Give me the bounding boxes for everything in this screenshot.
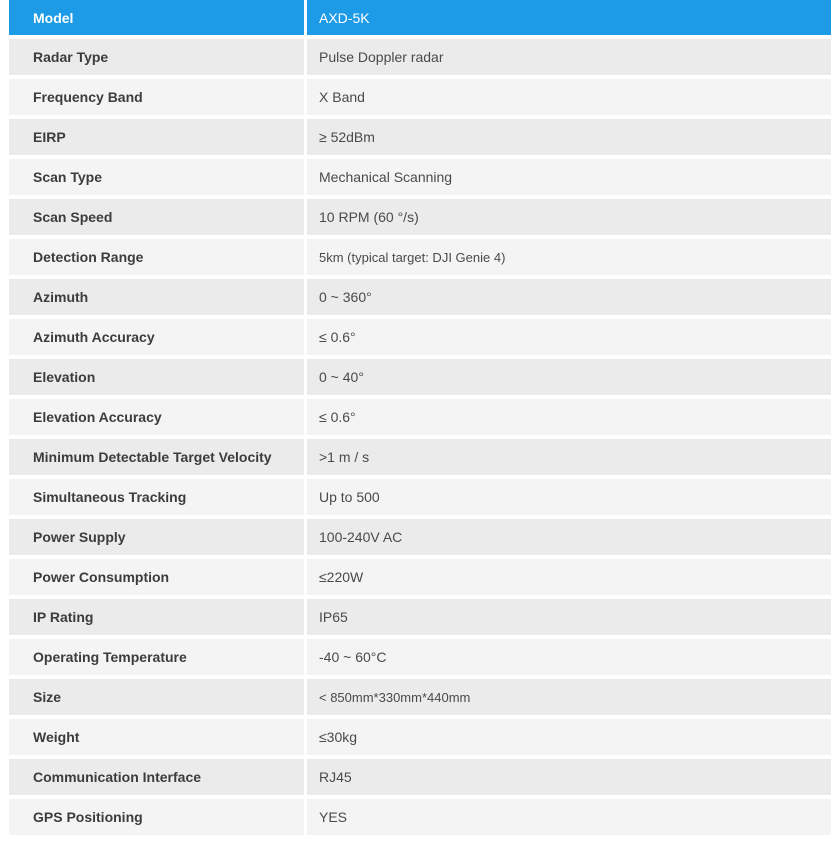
row-value: ≤ 0.6° <box>307 319 831 359</box>
row-label: Size <box>9 679 307 719</box>
row-label: Frequency Band <box>9 79 307 119</box>
row-label: Weight <box>9 719 307 759</box>
table-row <box>9 439 831 479</box>
spec-table <box>9 0 831 839</box>
row-label: Operating Temperature <box>9 639 307 679</box>
row-label: Scan Speed <box>9 199 307 239</box>
table-row <box>9 159 831 199</box>
row-label: Elevation Accuracy <box>9 399 307 439</box>
row-label: Power Consumption <box>9 559 307 599</box>
table-row <box>9 559 831 599</box>
row-value: Mechanical Scanning <box>307 159 831 199</box>
row-value: 100-240V AC <box>307 519 831 559</box>
table-row <box>9 639 831 679</box>
row-value: IP65 <box>307 599 831 639</box>
row-label: EIRP <box>9 119 307 159</box>
row-value: 5km (typical target: DJI Genie 4) <box>307 239 831 279</box>
row-label: Detection Range <box>9 239 307 279</box>
table-row <box>9 799 831 839</box>
table-row <box>9 39 831 79</box>
row-label: Radar Type <box>9 39 307 79</box>
row-value: < 850mm*330mm*440mm <box>307 679 831 719</box>
table-row <box>9 719 831 759</box>
table-row <box>9 479 831 519</box>
row-value: 10 RPM (60 °/s) <box>307 199 831 239</box>
row-label: Minimum Detectable Target Velocity <box>9 439 307 479</box>
table-row <box>9 359 831 399</box>
row-value: Pulse Doppler radar <box>307 39 831 79</box>
table-row <box>9 679 831 719</box>
row-value: YES <box>307 799 831 839</box>
table-row <box>9 519 831 559</box>
row-value: ≤ 0.6° <box>307 399 831 439</box>
table-row <box>9 279 831 319</box>
table-header-row <box>9 0 831 39</box>
row-value: ≥ 52dBm <box>307 119 831 159</box>
row-label: Power Supply <box>9 519 307 559</box>
table-row <box>9 199 831 239</box>
row-label: Elevation <box>9 359 307 399</box>
row-value: 0 ~ 40° <box>307 359 831 399</box>
row-value: X Band <box>307 79 831 119</box>
header-value: AXD-5K <box>307 0 831 39</box>
row-label: Azimuth <box>9 279 307 319</box>
table-row <box>9 599 831 639</box>
row-value: ≤220W <box>307 559 831 599</box>
row-value: -40 ~ 60°C <box>307 639 831 679</box>
row-label: Azimuth Accuracy <box>9 319 307 359</box>
row-label: Communication Interface <box>9 759 307 799</box>
row-value: RJ45 <box>307 759 831 799</box>
table-row <box>9 399 831 439</box>
header-label: Model <box>9 0 307 39</box>
table-row <box>9 239 831 279</box>
table-row <box>9 319 831 359</box>
row-value: ≤30kg <box>307 719 831 759</box>
table-row <box>9 79 831 119</box>
row-label: IP Rating <box>9 599 307 639</box>
table-row <box>9 119 831 159</box>
row-label: Simultaneous Tracking <box>9 479 307 519</box>
row-label: GPS Positioning <box>9 799 307 839</box>
row-value: Up to 500 <box>307 479 831 519</box>
row-value: 0 ~ 360° <box>307 279 831 319</box>
table-row <box>9 759 831 799</box>
row-value: >1 m / s <box>307 439 831 479</box>
row-label: Scan Type <box>9 159 307 199</box>
